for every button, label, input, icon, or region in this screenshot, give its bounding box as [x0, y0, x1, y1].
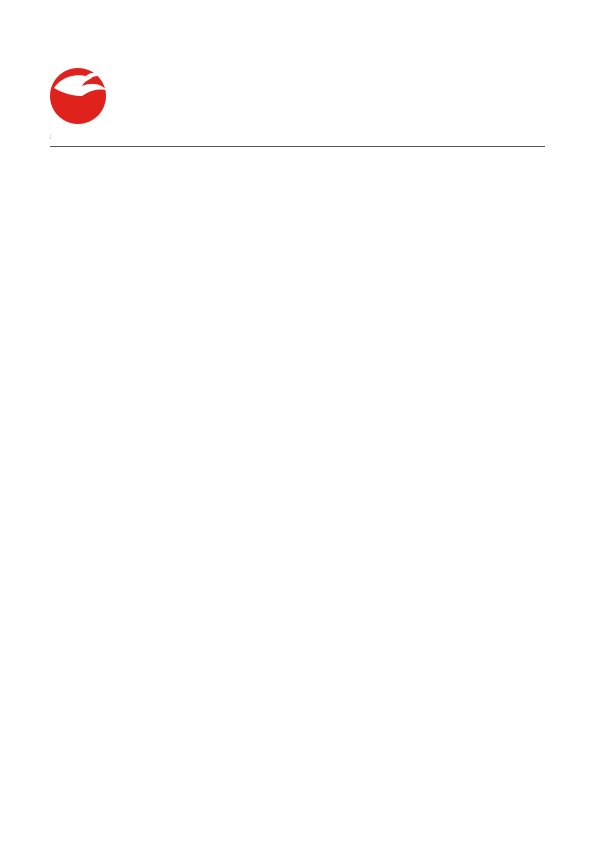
header-divider	[50, 146, 545, 147]
address-line: ;	[50, 134, 52, 140]
orp-logo	[48, 66, 108, 126]
